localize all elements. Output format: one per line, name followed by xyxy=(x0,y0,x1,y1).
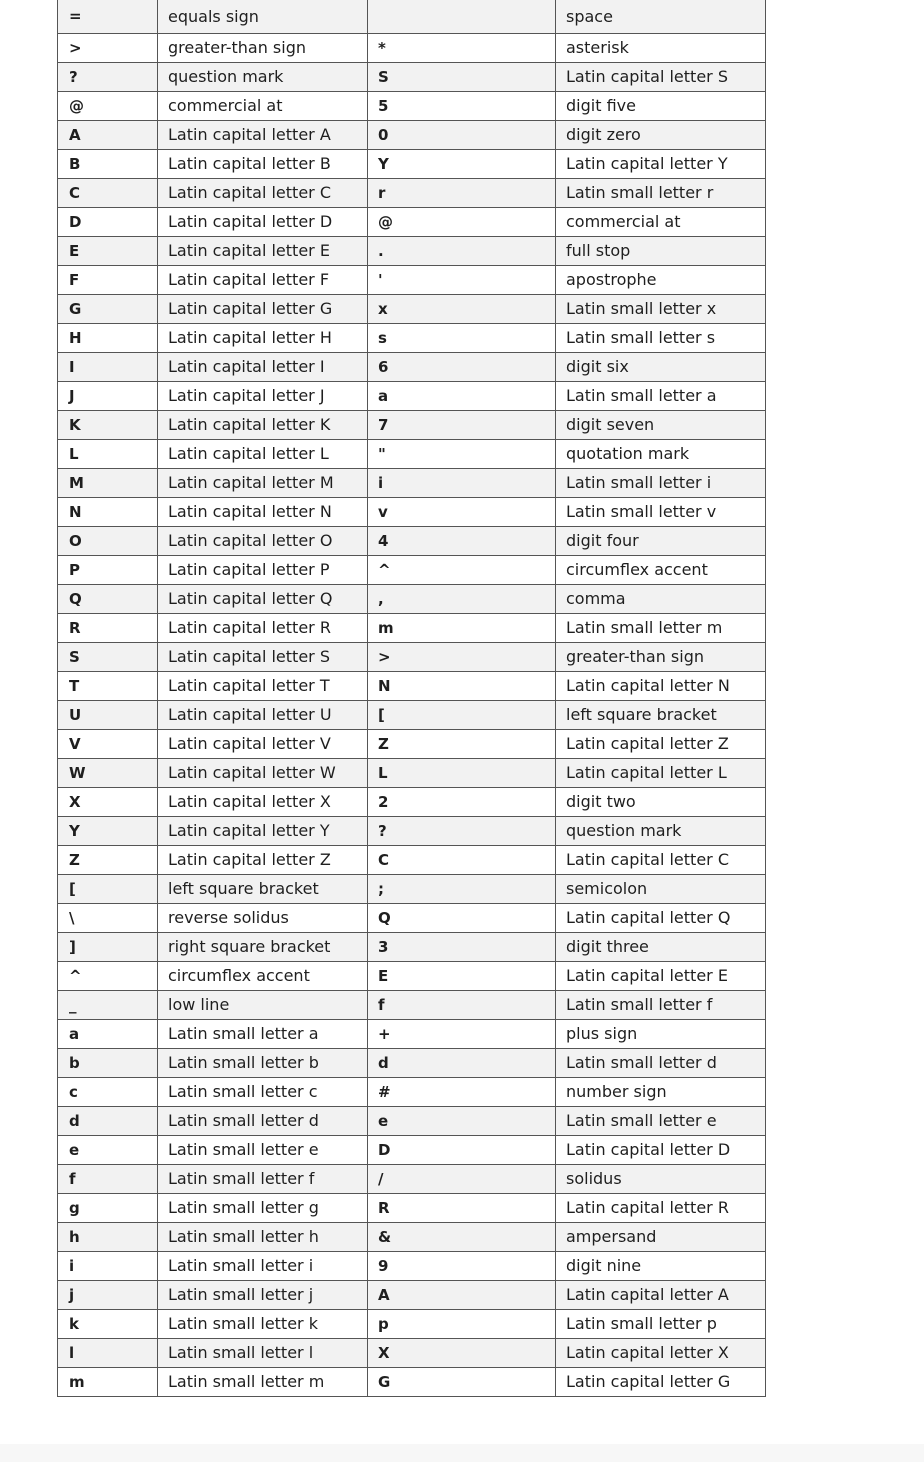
character-cell: K xyxy=(58,410,158,439)
character-cell: p xyxy=(368,1309,556,1338)
character-cell: N xyxy=(58,497,158,526)
character-cell: / xyxy=(368,1164,556,1193)
character-cell: ^ xyxy=(58,961,158,990)
character-name-cell: Latin capital letter L xyxy=(556,758,766,787)
table-row xyxy=(58,352,766,381)
character-name-cell: number sign xyxy=(556,1077,766,1106)
character-name-cell: solidus xyxy=(556,1164,766,1193)
character-cell: R xyxy=(58,613,158,642)
character-cell: F xyxy=(58,265,158,294)
character-name-cell: Latin capital letter X xyxy=(556,1338,766,1367)
character-cell: _ xyxy=(58,990,158,1019)
character-cell: e xyxy=(368,1106,556,1135)
character-cell: ? xyxy=(368,816,556,845)
table-row xyxy=(58,1193,766,1222)
character-cell: i xyxy=(58,1251,158,1280)
table-row xyxy=(58,439,766,468)
character-name-cell: Latin capital letter Q xyxy=(158,584,368,613)
character-name-cell: Latin capital letter R xyxy=(158,613,368,642)
character-cell: L xyxy=(58,439,158,468)
character-name-cell: digit nine xyxy=(556,1251,766,1280)
table-row xyxy=(58,845,766,874)
character-cell: ; xyxy=(368,874,556,903)
character-name-cell: Latin capital letter X xyxy=(158,787,368,816)
character-cell: 9 xyxy=(368,1251,556,1280)
table-row xyxy=(58,671,766,700)
character-cell: 3 xyxy=(368,932,556,961)
character-cell: m xyxy=(58,1367,158,1396)
character-name-cell: commercial at xyxy=(158,91,368,120)
character-name-cell: Latin capital letter Y xyxy=(158,816,368,845)
character-cell: Q xyxy=(368,903,556,932)
character-table xyxy=(57,0,766,1397)
character-cell: I xyxy=(58,352,158,381)
table-row xyxy=(58,903,766,932)
character-name-cell: Latin small letter d xyxy=(556,1048,766,1077)
character-cell: 4 xyxy=(368,526,556,555)
table-row xyxy=(58,642,766,671)
table-row xyxy=(58,497,766,526)
character-name-cell: comma xyxy=(556,584,766,613)
table-row xyxy=(58,381,766,410)
character-name-cell: Latin capital letter Z xyxy=(556,729,766,758)
character-cell: m xyxy=(368,613,556,642)
character-cell: 7 xyxy=(368,410,556,439)
character-cell: T xyxy=(58,671,158,700)
table-row xyxy=(58,294,766,323)
character-name-cell: question mark xyxy=(556,816,766,845)
character-cell: = xyxy=(58,0,158,33)
table-row xyxy=(58,787,766,816)
character-cell: ? xyxy=(58,62,158,91)
character-cell: Z xyxy=(368,729,556,758)
table-row xyxy=(58,613,766,642)
character-name-cell: plus sign xyxy=(556,1019,766,1048)
table-row xyxy=(58,1048,766,1077)
character-name-cell: circumflex accent xyxy=(556,555,766,584)
character-table-body xyxy=(58,0,766,1396)
table-row xyxy=(58,149,766,178)
character-name-cell: Latin capital letter M xyxy=(158,468,368,497)
character-cell: N xyxy=(368,671,556,700)
character-name-cell: Latin capital letter P xyxy=(158,555,368,584)
character-name-cell: Latin capital letter F xyxy=(158,265,368,294)
character-name-cell: reverse solidus xyxy=(158,903,368,932)
character-cell: a xyxy=(58,1019,158,1048)
character-name-cell: digit six xyxy=(556,352,766,381)
character-cell: M xyxy=(58,468,158,497)
character-name-cell: Latin small letter m xyxy=(158,1367,368,1396)
table-row xyxy=(58,1338,766,1367)
character-cell: j xyxy=(58,1280,158,1309)
character-name-cell: Latin capital letter C xyxy=(158,178,368,207)
character-cell: G xyxy=(368,1367,556,1396)
character-name-cell: question mark xyxy=(158,62,368,91)
character-name-cell: Latin capital letter N xyxy=(158,497,368,526)
character-name-cell: digit three xyxy=(556,932,766,961)
table-row xyxy=(58,816,766,845)
character-cell: X xyxy=(368,1338,556,1367)
character-name-cell: digit five xyxy=(556,91,766,120)
table-row xyxy=(58,555,766,584)
character-name-cell: equals sign xyxy=(158,0,368,33)
character-name-cell: Latin capital letter E xyxy=(158,236,368,265)
character-name-cell: Latin capital letter H xyxy=(158,323,368,352)
table-row xyxy=(58,236,766,265)
character-cell: L xyxy=(368,758,556,787)
character-name-cell: full stop xyxy=(556,236,766,265)
character-name-cell: Latin capital letter N xyxy=(556,671,766,700)
character-cell: v xyxy=(368,497,556,526)
character-name-cell: Latin capital letter A xyxy=(158,120,368,149)
character-name-cell: Latin capital letter O xyxy=(158,526,368,555)
character-cell: @ xyxy=(58,91,158,120)
table-row xyxy=(58,874,766,903)
character-cell: A xyxy=(58,120,158,149)
table-row xyxy=(58,178,766,207)
character-cell: i xyxy=(368,468,556,497)
character-name-cell: Latin small letter l xyxy=(158,1338,368,1367)
character-name-cell: Latin small letter r xyxy=(556,178,766,207)
character-cell: G xyxy=(58,294,158,323)
character-name-cell: semicolon xyxy=(556,874,766,903)
table-row xyxy=(58,1309,766,1338)
character-name-cell: Latin small letter e xyxy=(556,1106,766,1135)
table-row xyxy=(58,1106,766,1135)
character-cell: [ xyxy=(368,700,556,729)
table-row xyxy=(58,1164,766,1193)
character-name-cell: Latin capital letter J xyxy=(158,381,368,410)
character-cell: S xyxy=(58,642,158,671)
character-cell: Q xyxy=(58,584,158,613)
character-cell: h xyxy=(58,1222,158,1251)
character-name-cell: quotation mark xyxy=(556,439,766,468)
character-cell: O xyxy=(58,526,158,555)
character-cell: S xyxy=(368,62,556,91)
character-name-cell: left square bracket xyxy=(556,700,766,729)
character-name-cell: commercial at xyxy=(556,207,766,236)
table-row xyxy=(58,265,766,294)
character-cell: 5 xyxy=(368,91,556,120)
character-name-cell: Latin capital letter L xyxy=(158,439,368,468)
table-row xyxy=(58,1135,766,1164)
character-cell: > xyxy=(58,33,158,62)
character-name-cell: digit zero xyxy=(556,120,766,149)
character-cell: d xyxy=(58,1106,158,1135)
character-name-cell: greater-than sign xyxy=(556,642,766,671)
character-name-cell: right square bracket xyxy=(158,932,368,961)
character-cell: & xyxy=(368,1222,556,1251)
table-row xyxy=(58,0,766,33)
character-name-cell: Latin capital letter D xyxy=(556,1135,766,1164)
character-cell: * xyxy=(368,33,556,62)
character-cell: 2 xyxy=(368,787,556,816)
character-name-cell: Latin small letter v xyxy=(556,497,766,526)
character-cell: R xyxy=(368,1193,556,1222)
character-name-cell: Latin small letter k xyxy=(158,1309,368,1338)
character-name-cell: Latin capital letter B xyxy=(158,149,368,178)
table-row xyxy=(58,1077,766,1106)
character-cell: C xyxy=(368,845,556,874)
character-cell: B xyxy=(58,149,158,178)
character-cell: ' xyxy=(368,265,556,294)
character-cell: Y xyxy=(368,149,556,178)
character-name-cell: digit two xyxy=(556,787,766,816)
character-name-cell: Latin small letter m xyxy=(556,613,766,642)
character-cell: d xyxy=(368,1048,556,1077)
character-name-cell: Latin small letter i xyxy=(158,1251,368,1280)
character-cell: \ xyxy=(58,903,158,932)
character-name-cell: Latin capital letter C xyxy=(556,845,766,874)
character-name-cell: asterisk xyxy=(556,33,766,62)
character-name-cell: Latin capital letter Z xyxy=(158,845,368,874)
table-row xyxy=(58,700,766,729)
character-name-cell: Latin capital letter Y xyxy=(556,149,766,178)
character-cell: 0 xyxy=(368,120,556,149)
character-cell: g xyxy=(58,1193,158,1222)
table-row xyxy=(58,526,766,555)
character-cell: , xyxy=(368,584,556,613)
character-cell: V xyxy=(58,729,158,758)
character-cell: + xyxy=(368,1019,556,1048)
table-row xyxy=(58,410,766,439)
character-name-cell: Latin small letter f xyxy=(158,1164,368,1193)
character-name-cell: Latin small letter j xyxy=(158,1280,368,1309)
character-cell: . xyxy=(368,236,556,265)
character-name-cell: Latin small letter f xyxy=(556,990,766,1019)
page-bottom-band xyxy=(0,1444,924,1462)
character-cell: Y xyxy=(58,816,158,845)
character-name-cell: Latin small letter a xyxy=(556,381,766,410)
character-cell xyxy=(368,0,556,33)
character-name-cell: Latin small letter a xyxy=(158,1019,368,1048)
character-name-cell: Latin small letter h xyxy=(158,1222,368,1251)
character-name-cell: Latin small letter i xyxy=(556,468,766,497)
character-name-cell: digit four xyxy=(556,526,766,555)
character-name-cell: Latin capital letter U xyxy=(158,700,368,729)
character-cell: E xyxy=(58,236,158,265)
character-name-cell: Latin capital letter Q xyxy=(556,903,766,932)
character-name-cell: space xyxy=(556,0,766,33)
character-cell: " xyxy=(368,439,556,468)
character-cell: P xyxy=(58,555,158,584)
table-row xyxy=(58,1251,766,1280)
table-row xyxy=(58,120,766,149)
character-cell: x xyxy=(368,294,556,323)
table-row xyxy=(58,932,766,961)
character-cell: J xyxy=(58,381,158,410)
character-name-cell: Latin capital letter E xyxy=(556,961,766,990)
character-cell: C xyxy=(58,178,158,207)
character-name-cell: Latin capital letter V xyxy=(158,729,368,758)
character-cell: r xyxy=(368,178,556,207)
character-cell: c xyxy=(58,1077,158,1106)
character-cell: f xyxy=(58,1164,158,1193)
table-row xyxy=(58,62,766,91)
character-name-cell: Latin small letter e xyxy=(158,1135,368,1164)
character-name-cell: left square bracket xyxy=(158,874,368,903)
character-cell: D xyxy=(368,1135,556,1164)
character-cell: a xyxy=(368,381,556,410)
table-row xyxy=(58,33,766,62)
character-name-cell: Latin small letter p xyxy=(556,1309,766,1338)
character-name-cell: Latin capital letter S xyxy=(556,62,766,91)
character-name-cell: greater-than sign xyxy=(158,33,368,62)
character-name-cell: low line xyxy=(158,990,368,1019)
character-cell: U xyxy=(58,700,158,729)
character-cell: f xyxy=(368,990,556,1019)
character-name-cell: Latin capital letter D xyxy=(158,207,368,236)
character-cell: k xyxy=(58,1309,158,1338)
table-row xyxy=(58,323,766,352)
character-cell: X xyxy=(58,787,158,816)
character-name-cell: Latin small letter g xyxy=(158,1193,368,1222)
character-cell: ] xyxy=(58,932,158,961)
character-cell: A xyxy=(368,1280,556,1309)
table-row xyxy=(58,1280,766,1309)
character-cell: D xyxy=(58,207,158,236)
character-name-cell: Latin capital letter G xyxy=(556,1367,766,1396)
character-name-cell: Latin small letter d xyxy=(158,1106,368,1135)
character-cell: ^ xyxy=(368,555,556,584)
character-cell: l xyxy=(58,1338,158,1367)
table-row xyxy=(58,91,766,120)
character-name-cell: Latin capital letter R xyxy=(556,1193,766,1222)
character-cell: E xyxy=(368,961,556,990)
table-row xyxy=(58,729,766,758)
character-cell: e xyxy=(58,1135,158,1164)
character-name-cell: digit seven xyxy=(556,410,766,439)
character-name-cell: Latin small letter b xyxy=(158,1048,368,1077)
character-cell: > xyxy=(368,642,556,671)
character-name-cell: Latin small letter c xyxy=(158,1077,368,1106)
character-cell: b xyxy=(58,1048,158,1077)
character-cell: Z xyxy=(58,845,158,874)
character-cell: s xyxy=(368,323,556,352)
table-row xyxy=(58,207,766,236)
table-row xyxy=(58,990,766,1019)
table-row xyxy=(58,1367,766,1396)
table-row xyxy=(58,758,766,787)
character-name-cell: Latin small letter s xyxy=(556,323,766,352)
table-row xyxy=(58,1019,766,1048)
character-cell: # xyxy=(368,1077,556,1106)
character-name-cell: Latin capital letter I xyxy=(158,352,368,381)
character-name-cell: Latin small letter x xyxy=(556,294,766,323)
table-row xyxy=(58,961,766,990)
table-row xyxy=(58,1222,766,1251)
character-name-cell: Latin capital letter W xyxy=(158,758,368,787)
character-name-cell: circumflex accent xyxy=(158,961,368,990)
character-name-cell: Latin capital letter S xyxy=(158,642,368,671)
table-row xyxy=(58,584,766,613)
table-row xyxy=(58,468,766,497)
character-cell: H xyxy=(58,323,158,352)
character-name-cell: ampersand xyxy=(556,1222,766,1251)
character-cell: W xyxy=(58,758,158,787)
character-name-cell: Latin capital letter A xyxy=(556,1280,766,1309)
character-name-cell: Latin capital letter G xyxy=(158,294,368,323)
character-cell: @ xyxy=(368,207,556,236)
character-cell: [ xyxy=(58,874,158,903)
character-name-cell: apostrophe xyxy=(556,265,766,294)
character-cell: 6 xyxy=(368,352,556,381)
character-name-cell: Latin capital letter T xyxy=(158,671,368,700)
character-name-cell: Latin capital letter K xyxy=(158,410,368,439)
